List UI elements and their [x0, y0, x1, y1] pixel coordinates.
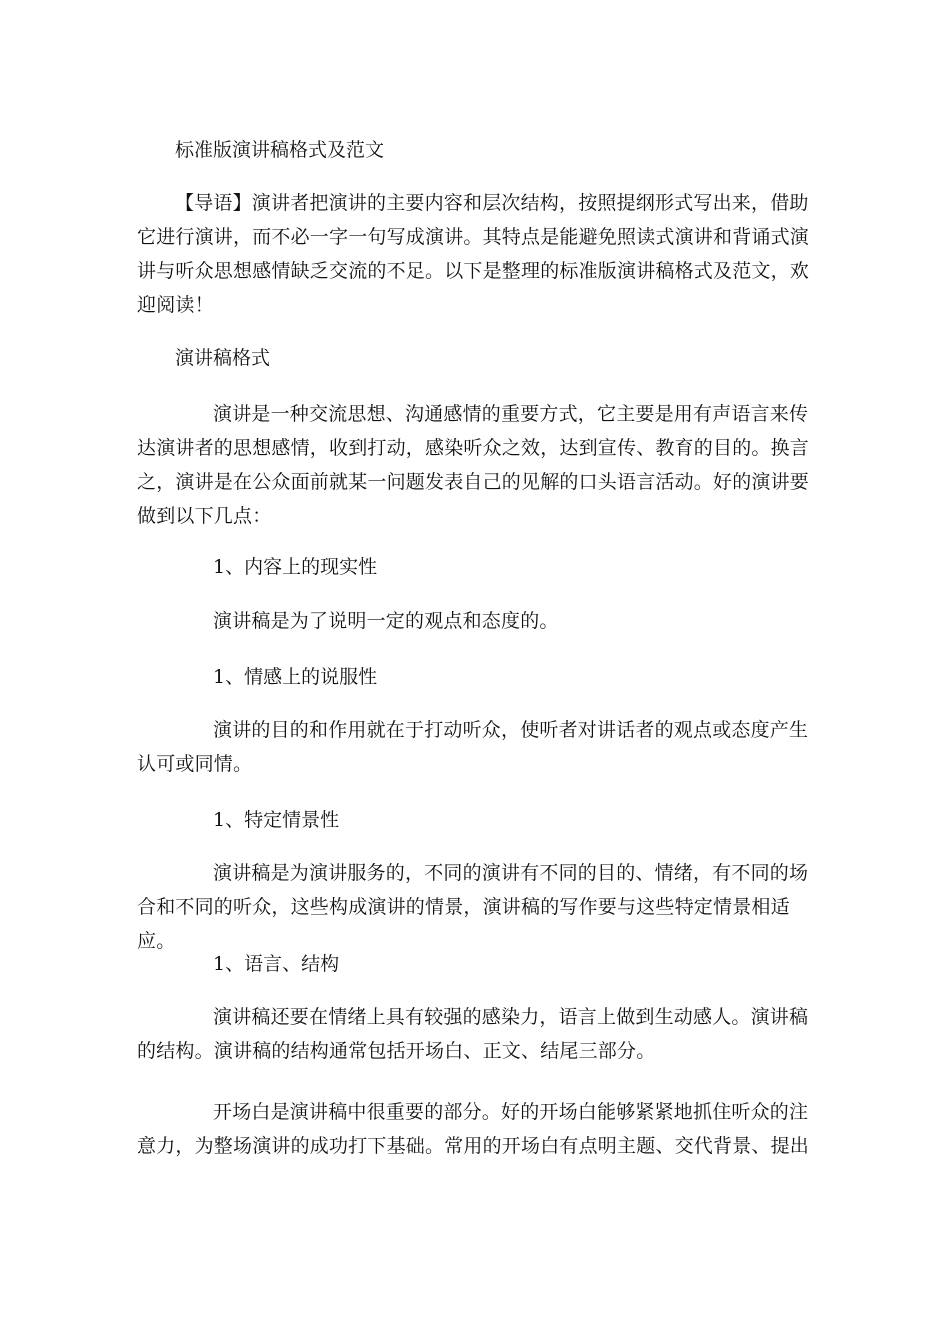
section-heading: 演讲稿格式: [175, 347, 271, 369]
document-title: 标准版演讲稿格式及范文: [175, 139, 385, 161]
point-2-text: 演讲的目的和作用就在于打动听众，使听者对讲话者的观点或态度产生认可或同情。: [137, 719, 809, 775]
point-1-text: 演讲稿是为了说明一定的观点和态度的。: [213, 610, 559, 632]
paragraph-overview: 演讲是一种交流思想、沟通感情的重要方式，它主要是用有声语言来传达演讲者的思想感情，收到打动，感染听众之效，达到宣传、教育的目的。换言之，演讲是在公众面前就某一问题发表自己的见解的口头语言活动。好的演讲要做到以下几点：: [137, 403, 810, 527]
point-4-text: 演讲稿还要在情绪上具有较强的感染力，语言上做到生动感人。演讲稿的结构。演讲稿的结构通常包括开场白、正文、结尾三部分。: [137, 1006, 809, 1062]
point-3-text: 演讲稿是为演讲服务的，不同的演讲有不同的目的、情绪，有不同的场合和不同的听众，这些构成演讲的情景，演讲稿的写作要与这些特定情景相适应。: [137, 862, 809, 952]
point-1-heading: 1、内容上的现实性: [213, 556, 378, 578]
paragraph-opening: 开场白是演讲稿中很重要的部分。好的开场白能够紧紧地抓住听众的注意力，为整场演讲的成功打下基础。常用的开场白有点明主题、交代背景、提出: [137, 1101, 810, 1157]
point-4-heading: 1、语言、结构: [213, 953, 340, 975]
intro-paragraph: 【导语】演讲者把演讲的主要内容和层次结构，按照提纲形式写出来，借助它进行演讲，而不必一字一句写成演讲。其特点是能避免照读式演讲和背诵式演讲与听众思想感情缺乏交流的不足。以下是整理的标准版演讲稿格式及范文，欢迎阅读！: [137, 192, 810, 316]
point-2-heading: 1、情感上的说服性: [213, 666, 378, 688]
point-3-heading: 1、特定情景性: [213, 809, 340, 831]
